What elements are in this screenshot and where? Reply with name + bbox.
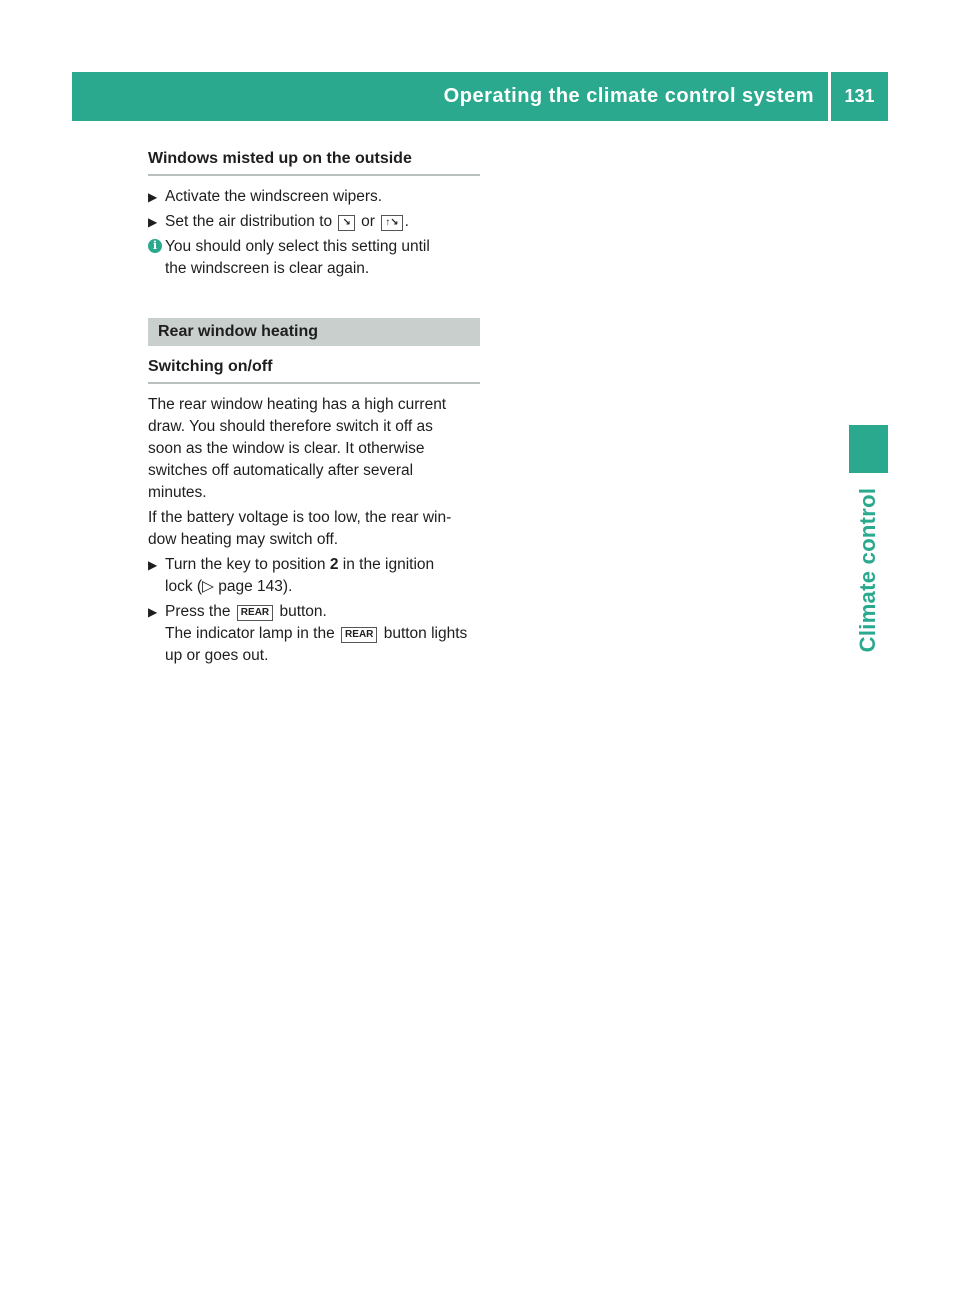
paragraph-line: If the battery voltage is too low, the rear win- (148, 509, 452, 526)
step-arrow-icon: ▶ (148, 558, 158, 572)
step-arrow-icon: ▶ (148, 605, 158, 619)
header-title: Operating the climate control system (443, 85, 814, 107)
side-tab-marker (849, 425, 888, 473)
step-text: in the ignition (342, 556, 435, 573)
step-text: button. (279, 603, 327, 620)
rear-window-heating-icon: REAR (237, 605, 273, 621)
page-number: 131 (844, 86, 875, 106)
air-distribution-combined-icon: ↑↘ (381, 215, 402, 231)
paragraph-line: minutes. (148, 484, 207, 501)
paragraph-line: switches off automatically after several (148, 462, 414, 479)
step-item (148, 186, 480, 208)
step-arrow-icon: ▶ (148, 190, 158, 204)
step-text: The indicator lamp in the (165, 625, 335, 642)
step-text: up or goes out. (165, 647, 269, 664)
paragraph-line: soon as the window is clear. It otherwise (148, 440, 425, 457)
step-item (148, 601, 480, 667)
paragraph-current-draw (148, 394, 480, 504)
paragraph-line: draw. You should therefore switch it off as (148, 418, 433, 435)
ignition-position: 2 (329, 556, 339, 573)
step-text: or (361, 213, 375, 230)
section-title-rear-window-heating: Rear window heating (148, 318, 480, 346)
info-note (148, 236, 480, 280)
rear-window-heating-icon: REAR (341, 627, 377, 643)
step-arrow-icon: ▶ (148, 215, 158, 229)
step-item (148, 554, 480, 598)
step-text: Activate the windscreen wipers. (165, 188, 383, 205)
air-distribution-footwell-icon: ↘ (338, 215, 354, 231)
header-bar (72, 72, 888, 121)
info-text-line: the windscreen is clear again. (165, 260, 370, 277)
section-heading-misted-windows: Windows misted up on the outside (148, 148, 480, 176)
step-item (148, 211, 480, 233)
page-reference-link[interactable]: lock (▷ page 143). (165, 578, 293, 595)
step-text: Press the (165, 603, 231, 620)
paragraph-line: dow heating may switch off. (148, 531, 339, 548)
content-column (148, 148, 480, 670)
step-text: Set the air distribution to (165, 213, 333, 230)
subheading-switching: Switching on/off (148, 356, 480, 384)
step-text: . (404, 213, 409, 230)
step-text: button lights (383, 625, 468, 642)
step-text: Turn the key to position (165, 556, 326, 573)
paragraph-battery (148, 507, 480, 551)
paragraph-line: The rear window heating has a high current (148, 396, 447, 413)
info-icon: i (148, 239, 162, 253)
info-text-line: You should only select this setting until (165, 238, 430, 255)
